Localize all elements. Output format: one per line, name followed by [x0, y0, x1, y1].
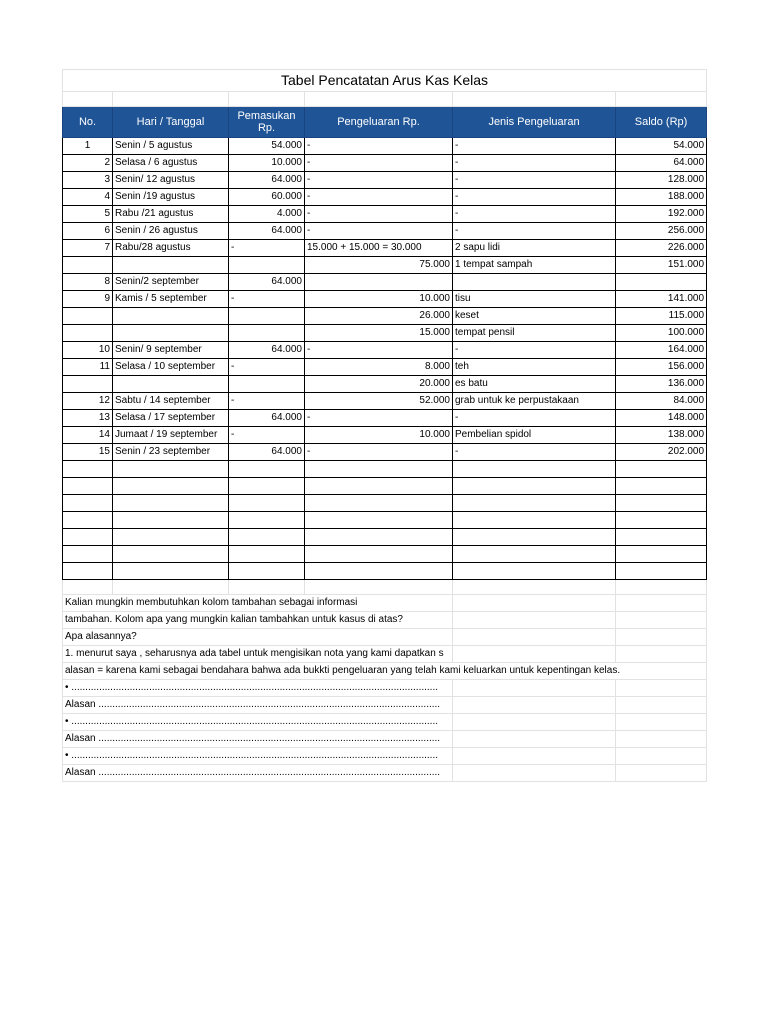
note-text: 1. menurut saya , seharusnya ada tabel untuk mengisikan nota yang kami dapatkan s — [63, 646, 453, 663]
note-row — [63, 646, 707, 663]
cell-no: 3 — [63, 172, 113, 189]
cell-expense: - — [305, 138, 453, 155]
cell-date: Selasa / 6 agustus — [113, 155, 229, 172]
cell-balance: 256.000 — [616, 223, 707, 240]
cell-balance: 141.000 — [616, 291, 707, 308]
cell-expense: - — [305, 155, 453, 172]
cell-date: Jumaat / 19 september — [113, 427, 229, 444]
cell-date: Rabu/28 agustus — [113, 240, 229, 257]
note-row — [63, 765, 707, 782]
cell-balance: 84.000 — [616, 393, 707, 410]
cell-expense: - — [305, 410, 453, 427]
cell-type: grab untuk ke perpustakaan — [453, 393, 616, 410]
cell-type: - — [453, 206, 616, 223]
cell-no: 2 — [63, 155, 113, 172]
note-row — [63, 697, 707, 714]
note-text: • .................................................................................................................................... — [63, 748, 453, 765]
cell-expense: 10.000 — [305, 291, 453, 308]
cell-date — [113, 257, 229, 274]
table-row — [63, 359, 707, 376]
header-row — [63, 107, 707, 138]
cell-no: 11 — [63, 359, 113, 376]
cell-income: - — [229, 291, 305, 308]
note-text: Alasan ........................................................................................................................... — [63, 697, 453, 714]
note-text: • .................................................................................................................................... — [63, 714, 453, 731]
cell-balance: 115.000 — [616, 308, 707, 325]
cell-expense: - — [305, 172, 453, 189]
table-row — [63, 444, 707, 461]
cell-date: Senin / 5 agustus — [113, 138, 229, 155]
note-text: Alasan ........................................................................................................................... — [63, 731, 453, 748]
cell-type — [453, 274, 616, 291]
empty-row — [63, 461, 707, 478]
cell-balance: 100.000 — [616, 325, 707, 342]
cell-expense: 75.000 — [305, 257, 453, 274]
cell-balance: 151.000 — [616, 257, 707, 274]
table-row — [63, 223, 707, 240]
cell-type: keset — [453, 308, 616, 325]
table-row — [63, 393, 707, 410]
empty-row — [63, 546, 707, 563]
cell-no — [63, 308, 113, 325]
cell-date: Selasa / 10 september — [113, 359, 229, 376]
note-row — [63, 629, 707, 646]
cell-expense: 10.000 — [305, 427, 453, 444]
cell-balance: 64.000 — [616, 155, 707, 172]
cell-expense: - — [305, 206, 453, 223]
cell-balance: 188.000 — [616, 189, 707, 206]
header-income: Pemasukan Rp. — [229, 107, 305, 138]
cell-date: Senin / 23 september — [113, 444, 229, 461]
cell-date — [113, 376, 229, 393]
empty-row — [63, 529, 707, 546]
cell-date: Senin /19 agustus — [113, 189, 229, 206]
cell-type: - — [453, 172, 616, 189]
cell-income: 54.000 — [229, 138, 305, 155]
cell-income: 10.000 — [229, 155, 305, 172]
header-balance: Saldo (Rp) — [616, 107, 707, 138]
cell-balance: 138.000 — [616, 427, 707, 444]
cell-income — [229, 325, 305, 342]
cell-expense: 15.000 + 15.000 = 30.000 — [305, 240, 453, 257]
cell-no: 13 — [63, 410, 113, 427]
table-row — [63, 342, 707, 359]
table-row — [63, 206, 707, 223]
cell-date: Selasa / 17 september — [113, 410, 229, 427]
cell-type: - — [453, 342, 616, 359]
cell-expense: - — [305, 444, 453, 461]
note-text: tambahan. Kolom apa yang mungkin kalian tambahkan untuk kasus di atas? — [63, 612, 453, 629]
cell-no: 15 — [63, 444, 113, 461]
cell-income: - — [229, 359, 305, 376]
spreadsheet — [62, 69, 706, 782]
cell-date: Senin/ 12 agustus — [113, 172, 229, 189]
table-row — [63, 308, 707, 325]
note-row — [63, 680, 707, 697]
cell-no: 4 — [63, 189, 113, 206]
cell-type: 1 tempat sampah — [453, 257, 616, 274]
header-date: Hari / Tanggal — [113, 107, 229, 138]
cash-flow-table — [62, 69, 707, 782]
note-row — [63, 612, 707, 629]
cell-type: - — [453, 223, 616, 240]
header-expense: Pengeluaran Rp. — [305, 107, 453, 138]
cell-income — [229, 376, 305, 393]
cell-expense — [305, 274, 453, 291]
cell-balance: 136.000 — [616, 376, 707, 393]
cell-expense: 8.000 — [305, 359, 453, 376]
note-text: Kalian mungkin membutuhkan kolom tambahan sebagai informasi — [63, 595, 453, 612]
cell-date — [113, 325, 229, 342]
note-text: Apa alasannya? — [63, 629, 453, 646]
table-row — [63, 376, 707, 393]
table-row — [63, 155, 707, 172]
cell-income: 64.000 — [229, 342, 305, 359]
cell-type: tisu — [453, 291, 616, 308]
cell-income: 4.000 — [229, 206, 305, 223]
cell-type: es batu — [453, 376, 616, 393]
cell-balance: 54.000 — [616, 138, 707, 155]
cell-type: - — [453, 189, 616, 206]
cell-no: 8 — [63, 274, 113, 291]
table-row — [63, 274, 707, 291]
cell-no: 12 — [63, 393, 113, 410]
cell-no — [63, 325, 113, 342]
table-row — [63, 240, 707, 257]
cell-type: - — [453, 444, 616, 461]
cell-income — [229, 257, 305, 274]
cell-balance: 148.000 — [616, 410, 707, 427]
cell-income: - — [229, 393, 305, 410]
cell-expense: - — [305, 189, 453, 206]
empty-row — [63, 495, 707, 512]
cell-balance: 128.000 — [616, 172, 707, 189]
cell-balance: 226.000 — [616, 240, 707, 257]
table-row — [63, 410, 707, 427]
cell-date — [113, 308, 229, 325]
note-row — [63, 714, 707, 731]
cell-type: - — [453, 138, 616, 155]
cell-expense: 20.000 — [305, 376, 453, 393]
cell-income: 60.000 — [229, 189, 305, 206]
cell-no: 10 — [63, 342, 113, 359]
cell-no: 14 — [63, 427, 113, 444]
table-row — [63, 325, 707, 342]
cell-income — [229, 308, 305, 325]
cell-balance: 156.000 — [616, 359, 707, 376]
cell-type: Pembelian spidol — [453, 427, 616, 444]
note-text: • .................................................................................................................................... — [63, 680, 453, 697]
cell-type: teh — [453, 359, 616, 376]
table-row — [63, 257, 707, 274]
cell-balance: 164.000 — [616, 342, 707, 359]
cell-type: - — [453, 410, 616, 427]
empty-row — [63, 563, 707, 580]
cell-no: 6 — [63, 223, 113, 240]
cell-no: 1 — [63, 138, 113, 155]
header-type: Jenis Pengeluaran — [453, 107, 616, 138]
cell-expense: 15.000 — [305, 325, 453, 342]
cell-no: 9 — [63, 291, 113, 308]
empty-row — [63, 478, 707, 495]
cell-date: Senin/2 september — [113, 274, 229, 291]
table-row — [63, 189, 707, 206]
header-no: No. — [63, 107, 113, 138]
cell-type: - — [453, 155, 616, 172]
note-row — [63, 663, 707, 680]
table-row — [63, 427, 707, 444]
table-row — [63, 291, 707, 308]
note-row — [63, 748, 707, 765]
cell-no: 5 — [63, 206, 113, 223]
note-text: alasan = karena kami sebagai bendahara bahwa ada bukkti pengeluaran yang telah kami keluarkan untuk kepentingan kelas. — [63, 663, 707, 680]
cell-type: 2 sapu lidi — [453, 240, 616, 257]
cell-income: 64.000 — [229, 410, 305, 427]
cell-expense: - — [305, 223, 453, 240]
table-title: Tabel Pencatatan Arus Kas Kelas — [63, 70, 707, 92]
cell-income: 64.000 — [229, 223, 305, 240]
cell-no — [63, 376, 113, 393]
cell-balance: 202.000 — [616, 444, 707, 461]
cell-date: Rabu /21 agustus — [113, 206, 229, 223]
cell-income: 64.000 — [229, 172, 305, 189]
cell-date: Kamis / 5 september — [113, 291, 229, 308]
cell-date: Senin/ 9 september — [113, 342, 229, 359]
cell-no — [63, 257, 113, 274]
table-row — [63, 138, 707, 155]
cell-date: Sabtu / 14 september — [113, 393, 229, 410]
cell-balance — [616, 274, 707, 291]
table-row — [63, 172, 707, 189]
note-text: Alasan ........................................................................................................................... — [63, 765, 453, 782]
note-row — [63, 731, 707, 748]
empty-row — [63, 512, 707, 529]
cell-income: 64.000 — [229, 444, 305, 461]
cell-expense: - — [305, 342, 453, 359]
cell-expense: 52.000 — [305, 393, 453, 410]
cell-no: 7 — [63, 240, 113, 257]
cell-date: Senin / 26 agustus — [113, 223, 229, 240]
cell-income: 64.000 — [229, 274, 305, 291]
cell-income: - — [229, 240, 305, 257]
note-row — [63, 595, 707, 612]
cell-balance: 192.000 — [616, 206, 707, 223]
cell-expense: 26.000 — [305, 308, 453, 325]
cell-income: - — [229, 427, 305, 444]
cell-type: tempat pensil — [453, 325, 616, 342]
